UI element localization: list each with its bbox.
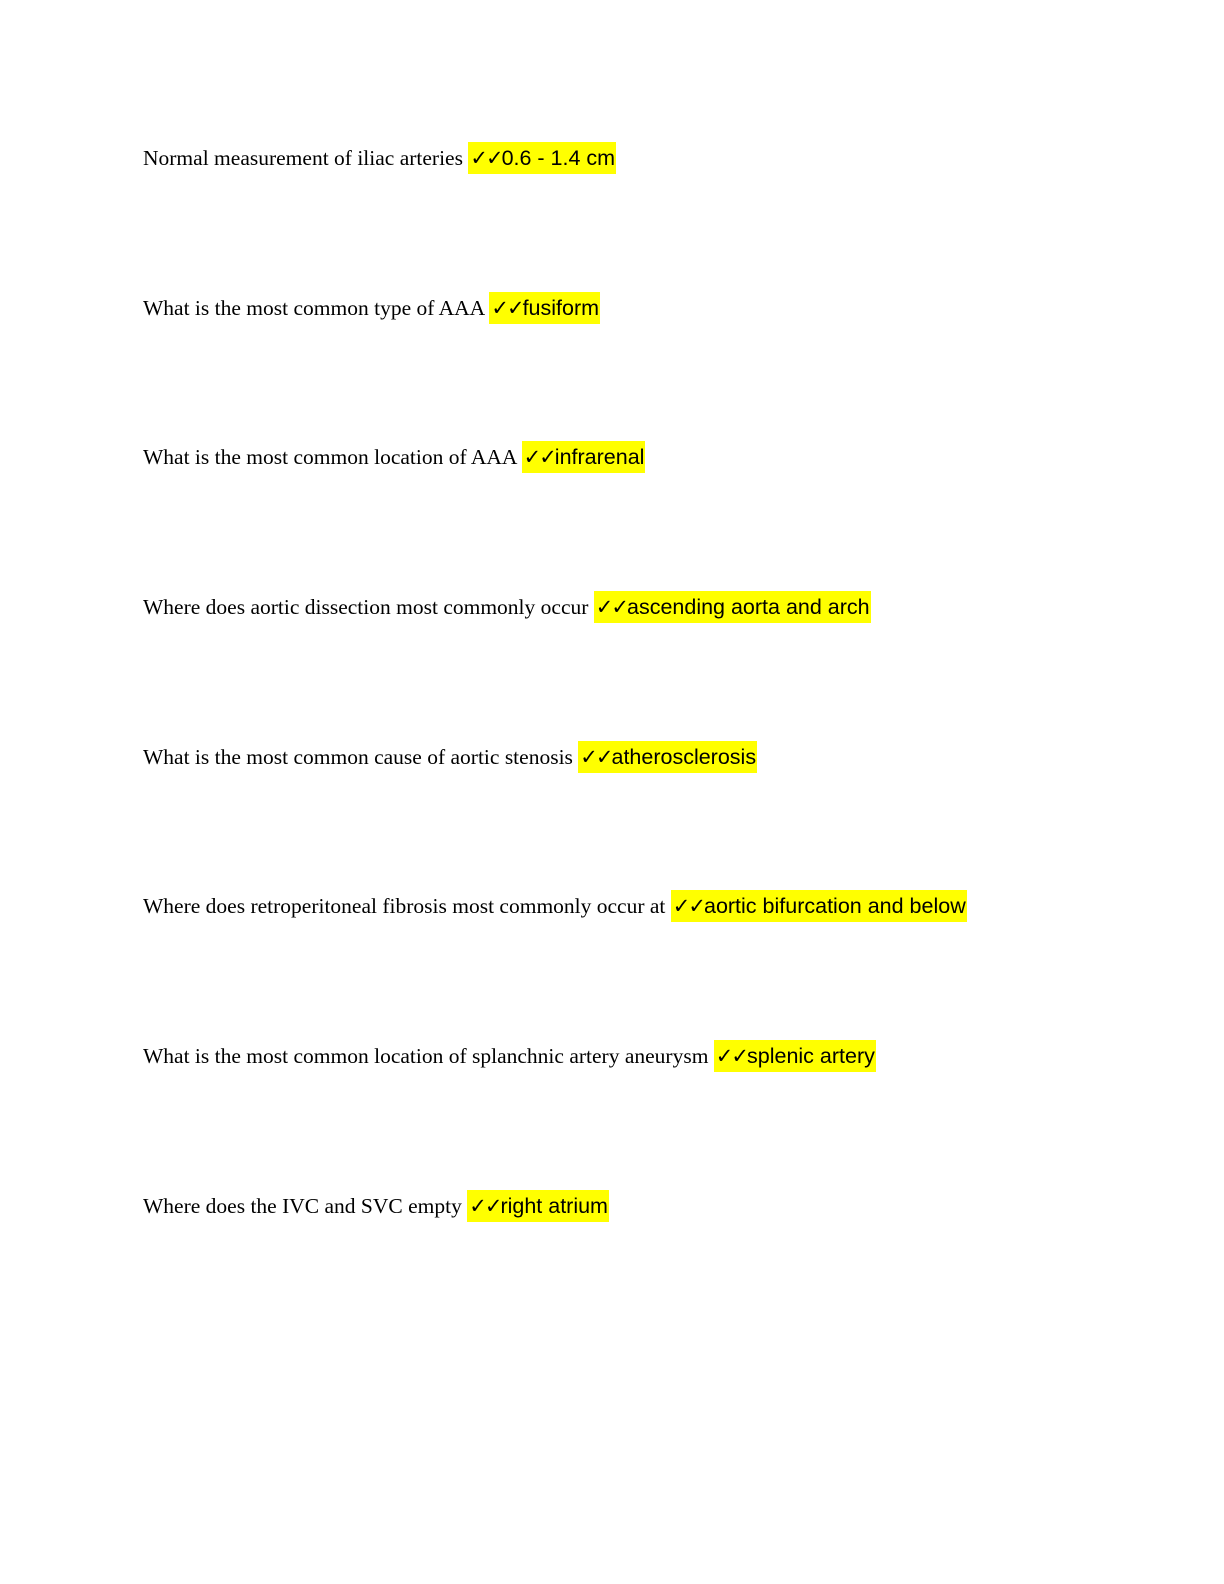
- double-check-icon: ✓✓: [715, 1044, 747, 1069]
- question-text: Where does the IVC and SVC empty: [143, 1193, 462, 1218]
- qa-item: [143, 140, 1143, 290]
- answer-text: ascending aorta and arch: [626, 595, 870, 620]
- double-check-icon: ✓✓: [523, 445, 555, 470]
- question-text: What is the most common location of AAA: [143, 445, 517, 470]
- double-check-icon: ✓✓: [672, 894, 704, 919]
- qa-item: [143, 589, 1143, 739]
- question-text: Where does aortic dissection most commonly occur: [143, 595, 589, 620]
- question-text: Normal measurement of iliac arteries: [143, 146, 463, 170]
- highlighted-answer: [522, 441, 646, 473]
- qa-item: [143, 1188, 1143, 1338]
- double-check-icon: ✓✓: [491, 295, 523, 320]
- qa-item: [143, 290, 1143, 440]
- double-check-icon: ✓✓: [595, 595, 627, 620]
- highlighted-answer: [467, 1190, 609, 1222]
- question-text: Where does retroperitoneal fibrosis most commonly occur at: [143, 894, 666, 919]
- qa-list: [143, 140, 1143, 1338]
- question-text: What is the most common location of splanchnic artery aneurysm: [143, 1044, 709, 1069]
- answer-text: aortic bifurcation and below: [703, 894, 966, 919]
- highlighted-answer: [489, 292, 600, 324]
- answer-text: splenic artery: [747, 1044, 875, 1069]
- answer-text: right atrium: [500, 1193, 608, 1218]
- highlighted-answer: [578, 741, 757, 773]
- question-text: What is the most common cause of aortic stenosis: [143, 744, 573, 769]
- qa-item: [143, 1038, 1143, 1188]
- double-check-icon: ✓✓: [580, 744, 612, 769]
- highlighted-answer: [594, 591, 871, 623]
- highlighted-answer: [468, 142, 616, 174]
- highlighted-answer: [671, 890, 967, 922]
- qa-item: [143, 739, 1143, 889]
- double-check-icon: ✓✓: [470, 146, 502, 170]
- qa-item: [143, 439, 1143, 589]
- double-check-icon: ✓✓: [469, 1193, 501, 1218]
- answer-text: fusiform: [522, 295, 600, 320]
- answer-text: infrarenal: [554, 445, 645, 470]
- answer-text: atherosclerosis: [611, 744, 757, 769]
- qa-item: [143, 888, 1143, 1038]
- question-text: What is the most common type of AAA: [143, 295, 484, 320]
- answer-text: 0.6 - 1.4 cm: [501, 146, 616, 170]
- highlighted-answer: [714, 1040, 876, 1072]
